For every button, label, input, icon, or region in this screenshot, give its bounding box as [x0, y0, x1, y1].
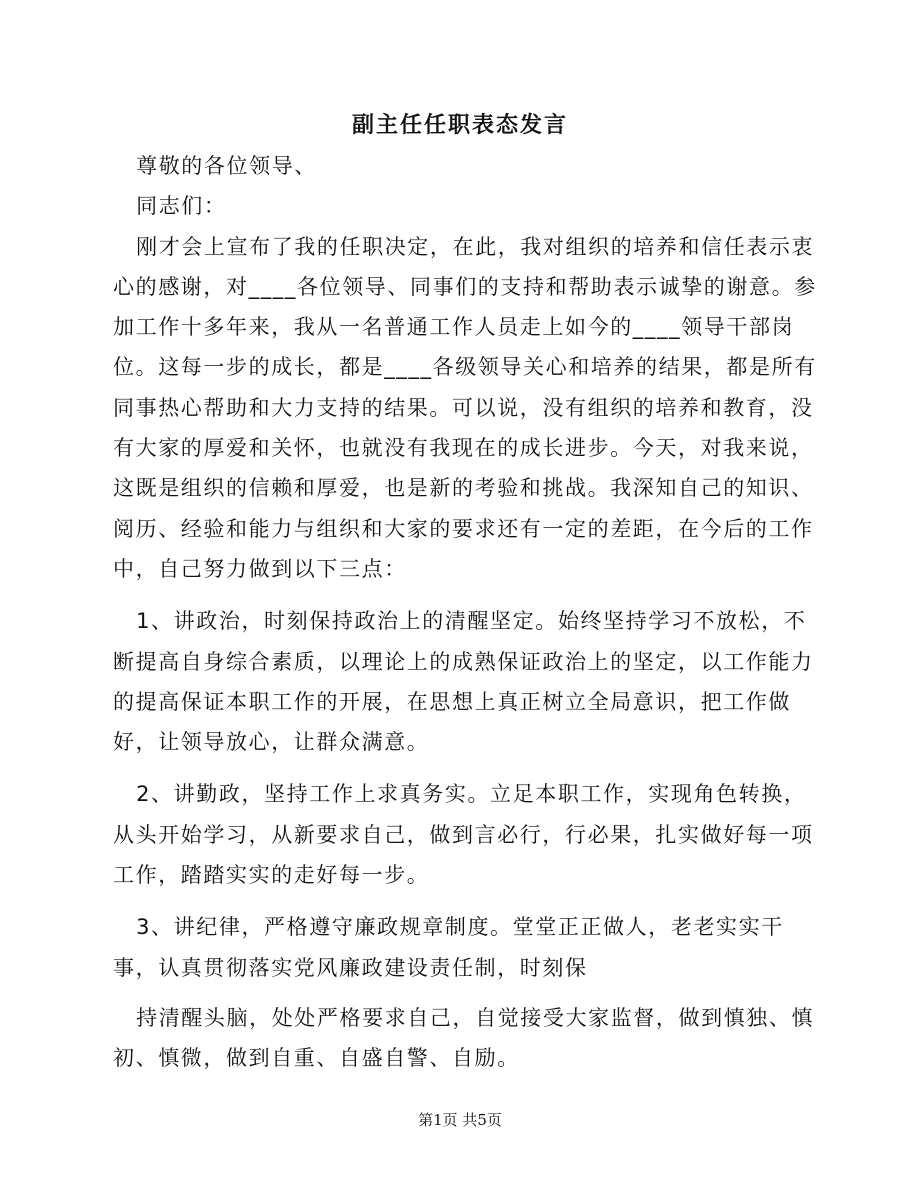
paragraph-point-2: 2、讲勤政，坚持工作上求真务实。立足本职工作，实现角色转换，从头开始学习，从新要求自己，做到言必行，行必果，扎实做好每一项工作，踏踏实实的走好每一步。	[113, 782, 814, 888]
document-body	[113, 146, 826, 1079]
paragraph-point-1: 1、讲政治，时刻保持政治上的清醒坚定。始终坚持学习不放松，不断提高自身综合素质，以理论上的成熟保证政治上的坚定，以工作能力的提高保证本职工作的开展，在思想上真正树立全局意识，把工作做好，让领导放心，让群众满意。	[113, 609, 814, 755]
page-number: 第1页 共5页	[418, 1111, 502, 1129]
salutation-line-1: 尊敬的各位领导、	[136, 154, 317, 178]
paragraph-point-3: 3、讲纪律，严格遵守廉政规章制度。堂堂正正做人，老老实实干事，认真贯彻落实党风廉政建设责任制，时刻保	[113, 915, 784, 980]
document-title: 副主任任职表态发言	[351, 113, 568, 138]
salutation-line-2: 同志们：	[136, 194, 227, 219]
paragraph-point-3-continued: 持清醒头脑，处处严格要求自己，自觉接受大家监督，做到慎独、慎初、慎微，做到自重、自盛自警、自励。	[113, 1005, 815, 1071]
paragraph-intro: 刚才会上宣布了我的任职决定，在此，我对组织的培养和信任表示衷心的感谢，对____各位领导、同事们的支持和帮助表示诚挚的谢意。参加工作十多年来，我从一名普通工作人员走上如今的____领导干部岗位。这每一步的成长，都是____各级领导关心和培养的结果，都是所有同事热心帮助和大力支持的结果。可以说，没有组织的培养和教育，没有大家的厚爱和关怀，也就没有我现在的成长进步。今天，对我来说，这既是组织的信赖和厚爱，也是新的考验和挑战。我深知自己的知识、阅历、经验和能力与组织和大家的要求还有一定的差距，在今后的工作中，自己努力做到以下三点：	[113, 234, 817, 581]
